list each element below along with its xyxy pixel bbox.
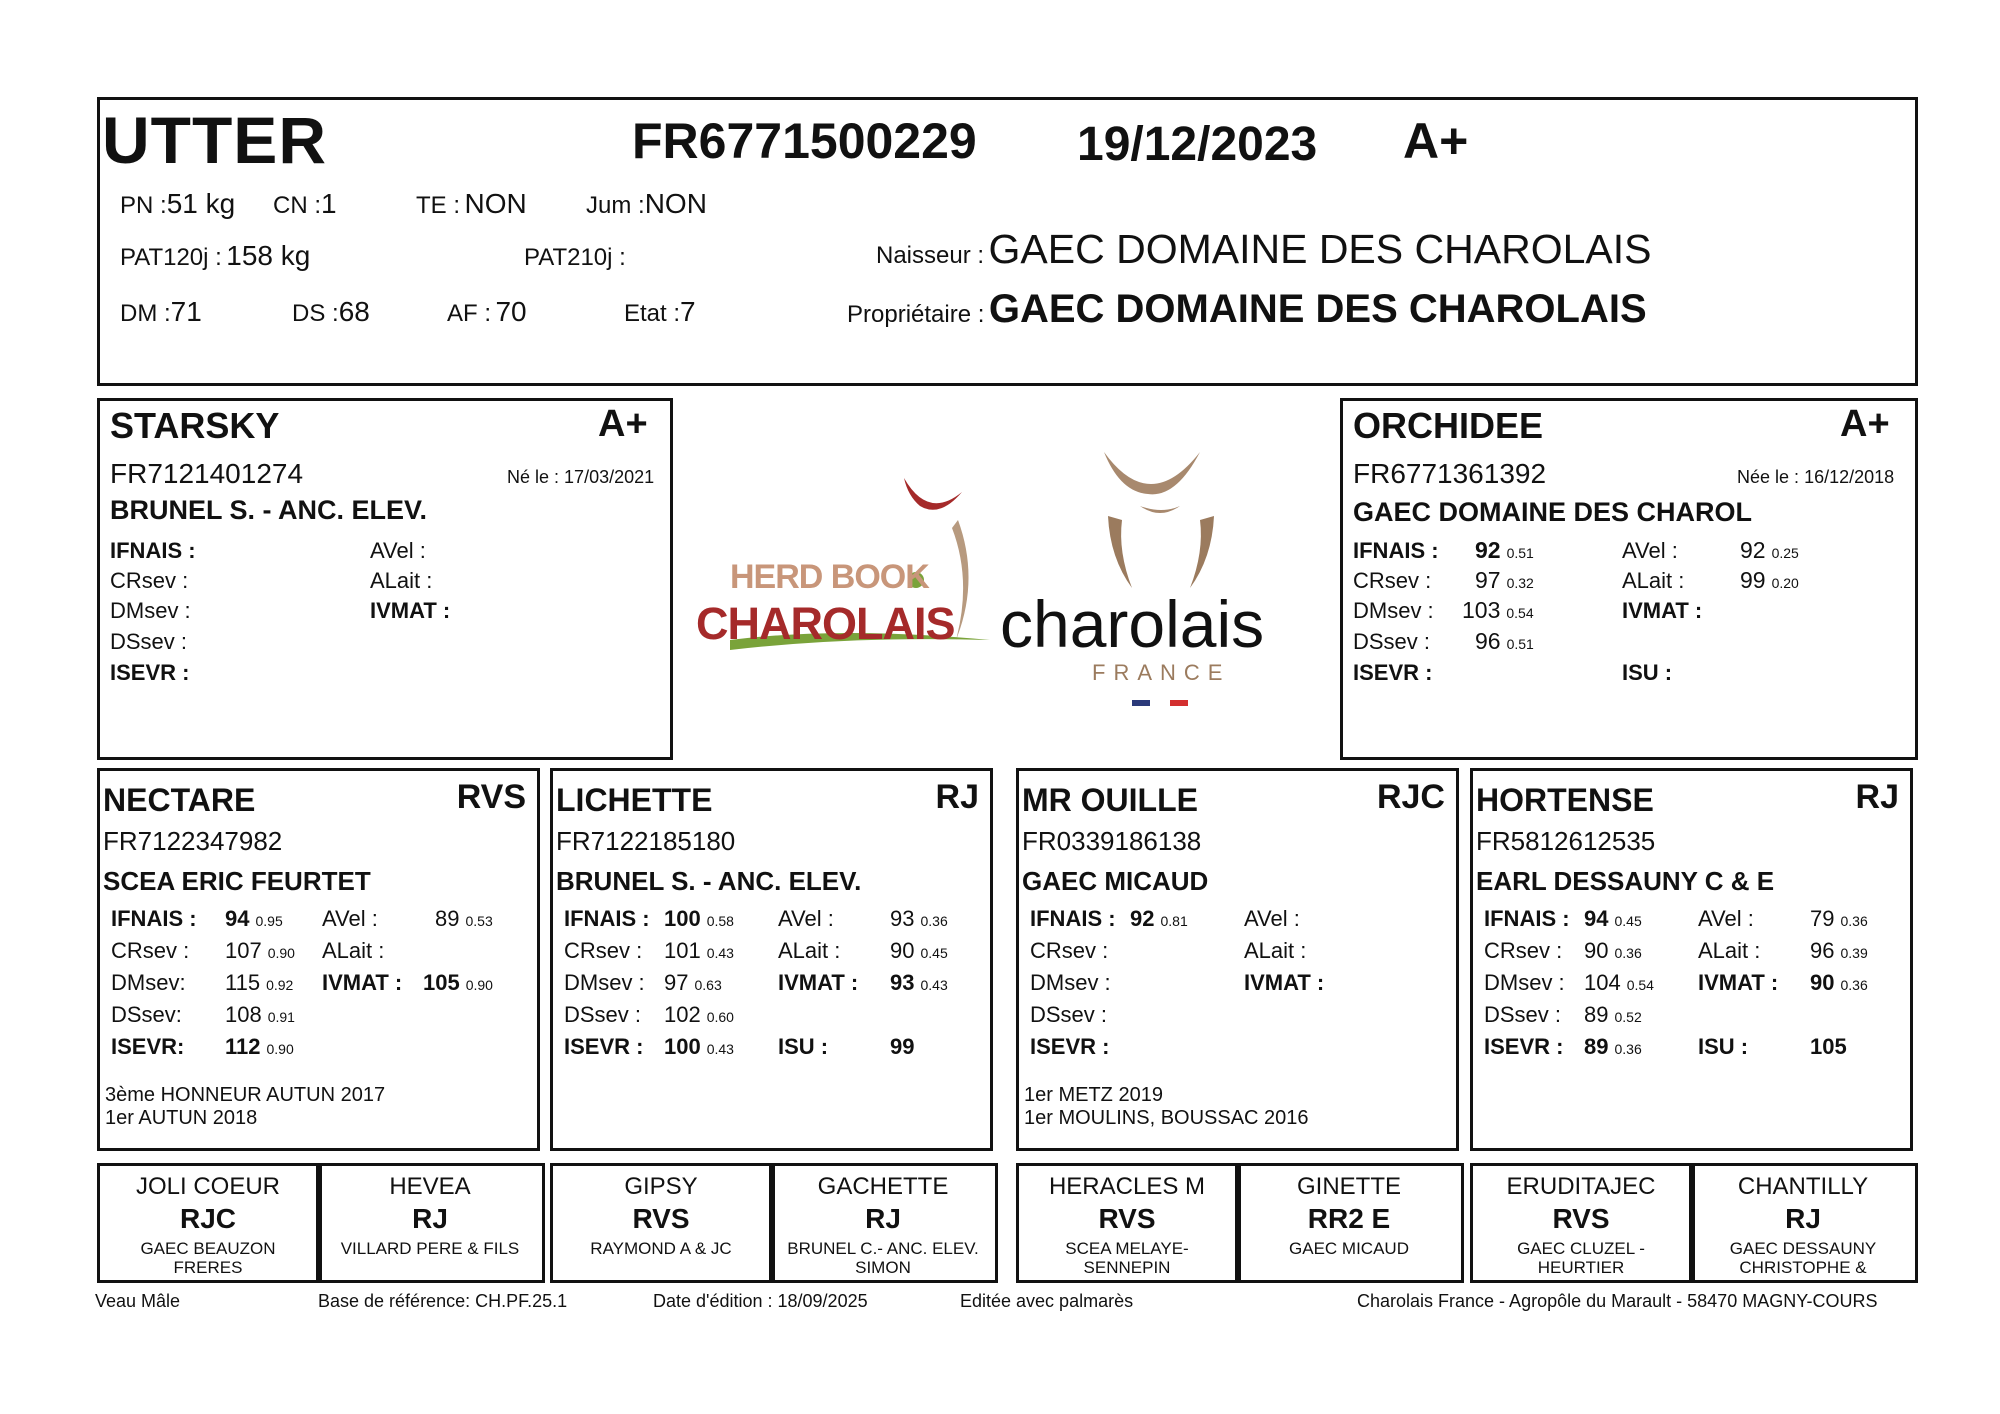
gp-crsev-row [225,938,295,964]
sire-owner: BRUNEL S. - ANC. ELEV. [110,495,428,525]
gp-owner: GAEC MICAUD [1022,866,1209,896]
dam-avel-acc: 0.25 [1771,545,1799,561]
gp-dssev-acc: 0.60 [706,1009,734,1025]
gp-dmsev-label: DMsev : [1030,970,1111,995]
gp-isu-value: 99 [890,1034,915,1059]
ggp-owner: GAEC CLUZEL - HEURTIER [1517,1239,1645,1277]
gp-id: FR0339186138 [1022,826,1202,856]
gp-isevr-value: 112 [225,1034,261,1059]
etat-label: Etat : [624,300,681,327]
gp-ivmat-row [423,970,493,996]
gp-crsev-value: 107 [225,938,262,963]
gp-alait-value: 96 [1810,938,1835,963]
dam-dssev-label: DSsev : [1353,629,1431,654]
gp-dmsev-value: 115 [225,970,261,995]
dm-field [120,296,202,328]
ggp-content [1246,1173,1452,1258]
gp-dmsev-row [1130,970,1136,996]
gp-name: HORTENSE [1476,782,1654,818]
gp-ifnais-row [1584,906,1642,932]
dm-value: 71 [170,296,202,327]
gp-ifnais-row [225,906,283,932]
gp-ivmat-value: 90 [1810,970,1835,995]
dam-ifnais-value: 92 [1475,537,1501,563]
gp-ivmat-acc: 0.36 [1840,977,1868,993]
gp-dmsev-value: 97 [664,970,689,995]
gp-isevr-row [1584,1034,1642,1060]
cn-label: CN : [273,192,321,219]
gp-dmsev-value: 104 [1584,970,1621,995]
gp-ifnais-acc: 0.45 [1614,913,1642,929]
gp-crsev-acc: 0.36 [1614,945,1642,961]
gp-dssev-acc: 0.91 [267,1009,295,1025]
ggp-owner: GAEC BEAUZON FRERES [140,1239,276,1277]
dam-ifnais-label: IFNAIS : [1353,538,1439,563]
gp-alait-acc: 0.45 [920,945,948,961]
gp-dssev-value: 102 [664,1002,701,1027]
ggp-content [327,1173,533,1258]
gp-grade: RJC [1376,778,1445,816]
gp-dssev-acc: 0.52 [1614,1009,1642,1025]
dam-alait-label: ALait : [1622,568,1685,593]
footer-sex: Veau Mâle [95,1291,181,1311]
gp-ifnais-value: 92 [1130,906,1155,931]
dam-dmsev-label: DMsev : [1353,598,1434,623]
dam-owner: GAEC DOMAINE DES CHAROL [1353,497,1753,527]
ggp-content [1700,1173,1906,1277]
gp-name: NECTARE [103,782,256,818]
gp-isu-label: ISU : [778,1034,829,1059]
gp-avel-acc: 0.36 [920,913,948,929]
gp-avel-label: AVel : [1244,906,1300,931]
gp-owner: SCEA ERIC FEURTET [103,866,371,896]
ggp-name: GACHETTE [817,1173,949,1200]
ggp-owner: VILLARD PERE & FILS [340,1239,520,1258]
gp-crsev-row [664,938,734,964]
dam-alait-row [1740,567,1799,594]
ggp-grade: RJ [412,1203,448,1234]
ggp-name: GINETTE [1296,1173,1401,1200]
dam-crsev-label: CRsev : [1353,568,1432,593]
ggp-content [105,1173,311,1277]
gp-dssev-row [225,1002,295,1028]
jum-field [586,188,707,220]
gp-alait-row [1810,938,1868,964]
dam-avel-value: 92 [1740,537,1766,563]
ggp-content [558,1173,764,1258]
gp-dmsev-label: DMsev: [111,970,186,995]
gp-dmsev-acc: 0.92 [266,977,294,993]
dam-avel-row [1740,537,1799,564]
af-value: 70 [495,296,527,327]
dam-alait-value: 99 [1740,567,1766,593]
gp-dmsev-label: DMsev : [564,970,645,995]
gp-id: FR7122185180 [556,826,736,856]
gp-ifnais-value: 94 [1584,906,1609,931]
pat120-field [120,240,310,272]
pat210-field [524,240,626,272]
animal-id: FR6771500229 [632,113,977,169]
gp-ifnais-value: 94 [225,906,250,931]
gp-alait-label: ALait : [1244,938,1307,963]
gp-dmsev-row [225,970,293,996]
ds-value: 68 [338,296,370,327]
gp-ivmat-acc: 0.43 [920,977,948,993]
gp-avel-row [435,906,493,932]
proprietaire-value: GAEC DOMAINE DES CHAROLAIS [988,287,1647,331]
pn-field [120,188,235,220]
gp-palmares-1: 3ème HONNEUR AUTUN 2017 [105,1084,386,1106]
pn-value: 51 kg [166,188,236,219]
te-field [416,188,527,220]
pn-label: PN : [120,192,167,219]
gp-alait-row [1356,938,1362,964]
dam-avel-label: AVel : [1622,538,1678,563]
proprietaire-label: Propriétaire : [847,301,985,328]
dam-dmsev-row [1462,597,1534,624]
ggp-grade: RR2 E [1307,1203,1391,1234]
gp-avel-value: 93 [890,906,915,931]
dam-dmsev-value: 103 [1462,597,1501,623]
gp-owner: BRUNEL S. - ANC. ELEV. [556,866,862,896]
sire-ifnais-label: IFNAIS : [110,538,196,563]
dam-id: FR6771361392 [1353,458,1547,489]
animal-name: UTTER [102,103,327,177]
dam-ifnais-row [1475,537,1534,564]
ggp-name: GIPSY [624,1173,698,1200]
gp-ifnais-label: IFNAIS : [564,906,650,931]
gp-isevr-label: ISEVR : [564,1034,644,1059]
gp-alait-label: ALait : [322,938,385,963]
gp-ifnais-value: 100 [664,906,701,931]
gp-avel-row [1356,906,1362,932]
gp-ivmat-row [1356,970,1362,996]
charolais-france-logo [1000,438,1330,718]
footer-org: Charolais France - Agropôle du Marault - 58470 MAGNY-COURS [1357,1291,1878,1311]
gp-isevr-value: 100 [664,1034,701,1059]
gp-crsev-label: CRsev : [1030,938,1109,963]
gp-dssev-label: DSsev : [564,1002,642,1027]
gp-avel-label: AVel : [1698,906,1754,931]
gp-grade: RJ [1855,778,1899,816]
footer-edition: Date d'édition : 18/09/2025 [653,1291,868,1311]
gp-alait-value: 90 [890,938,915,963]
dam-dssev-value: 96 [1475,628,1501,654]
footer-base: Base de référence: CH.PF.25.1 [318,1291,568,1311]
gp-ivmat-label: IVMAT : [1244,970,1325,995]
ggp-grade: RVS [632,1203,690,1234]
dam-isevr-label: ISEVR : [1353,660,1433,685]
gp-ivmat-label: IVMAT : [322,970,403,995]
herdbook-top-text: HERD BOOK [730,558,929,596]
gp-crsev-row [1584,938,1642,964]
ggp-grade: RJC [179,1203,236,1234]
dam-dssev-acc: 0.51 [1506,636,1534,652]
gp-name: MR OUILLE [1022,782,1198,818]
gp-isevr-acc: 0.36 [1614,1041,1642,1057]
ggp-name: ERUDITAJEC [1506,1173,1656,1200]
pat120-value: 158 kg [226,240,311,271]
gp-id: FR5812612535 [1476,826,1656,856]
charolais-main-text: charolais [1000,587,1265,661]
gp-dssev-value: 108 [225,1002,262,1027]
dam-crsev-acc: 0.32 [1506,575,1534,591]
footer-palmares: Editée avec palmarès [960,1291,1134,1311]
gp-avel-value: 79 [1810,906,1835,931]
dam-crsev-value: 97 [1475,567,1501,593]
gp-avel-row [1810,906,1868,932]
af-field [447,296,527,328]
gp-avel-row [890,906,948,932]
sire-dssev-label: DSsev : [110,629,188,654]
dam-crsev-row [1475,567,1534,594]
dm-label: DM : [120,300,171,327]
gp-ivmat-acc: 0.90 [465,977,493,993]
naisseur-field [876,226,1651,273]
gp-isevr-row [664,1034,734,1060]
gp-avel-acc: 0.53 [465,913,493,929]
ggp-name: CHANTILLY [1737,1173,1869,1200]
gp-crsev-acc: 0.90 [267,945,295,961]
gp-grade: RJ [935,778,979,816]
pat120-label: PAT120j : [120,244,222,271]
gp-ifnais-label: IFNAIS : [1484,906,1570,931]
dam-birth [1737,467,1894,488]
gp-ifnais-acc: 0.58 [706,913,734,929]
gp-ivmat-value: 93 [890,970,915,995]
te-value: NON [464,188,527,219]
ggp-owner: GAEC DESSAUNY CHRISTOPHE & [1729,1239,1877,1277]
gp-avel-acc: 0.36 [1840,913,1868,929]
naisseur-label: Naisseur : [876,242,985,269]
gp-isevr-label: ISEVR : [1030,1034,1110,1059]
gp-ivmat-value: 105 [423,970,460,995]
etat-value: 7 [680,296,696,327]
pat210-label: PAT210j : [524,244,626,271]
gp-ifnais-row [664,906,734,932]
gp-ifnais-label: IFNAIS : [111,906,197,931]
gp-ifnais-label: IFNAIS : [1030,906,1116,931]
gp-palmares-2: 1er AUTUN 2018 [105,1107,258,1129]
dam-birth-value: 16/12/2018 [1804,467,1895,487]
gp-dssev-row [1130,1002,1136,1028]
gp-avel-label: AVel : [778,906,834,931]
gp-crsev-row [1130,938,1136,964]
ds-field [292,296,370,328]
gp-isevr-row [225,1034,294,1060]
sire-ivmat-label: IVMAT : [370,598,451,623]
gp-palmares-1: 1er METZ 2019 [1024,1084,1163,1106]
gp-ifnais-row [1130,906,1188,932]
gp-dssev-label: DSsev : [1484,1002,1562,1027]
animal-birth-date: 19/12/2023 [1077,118,1318,171]
proprietaire-field [847,287,1647,332]
sire-alait-label: ALait : [370,568,433,593]
dam-grade: A+ [1840,403,1890,445]
gp-name: LICHETTE [556,782,713,818]
herdbook-charolais-logo [690,440,1000,680]
dam-dssev-row [1475,628,1534,655]
dam-name: ORCHIDEE [1353,405,1544,446]
gp-dssev-label: DSsev : [1030,1002,1108,1027]
sire-birth-label: Né le : [507,467,560,487]
gp-isevr-value: 89 [1584,1034,1609,1059]
gp-owner: EARL DESSAUNY C & E [1476,866,1775,896]
ggp-owner: RAYMOND A & JC [590,1239,732,1258]
ggp-name: HEVEA [389,1173,471,1200]
animal-grade: A+ [1403,113,1469,169]
gp-isevr-acc: 0.43 [706,1041,734,1057]
ds-label: DS : [292,300,339,327]
dam-alait-acc: 0.20 [1771,575,1799,591]
gp-isu-label: ISU : [1698,1034,1749,1059]
charolais-sub-text: FRANCE [1092,660,1231,685]
ggp-owner: BRUNEL C.- ANC. ELEV. SIMON [787,1239,979,1277]
ggp-grade: RVS [1552,1203,1610,1234]
gp-isu-value: 105 [1810,1034,1847,1059]
sire-birth [507,467,654,488]
gp-isevr-label: ISEVR : [1484,1034,1564,1059]
sire-dmsev-label: DMsev : [110,598,191,623]
gp-dssev-row [1584,1002,1642,1028]
gp-ifnais-acc: 0.95 [255,913,283,929]
ggp-content [780,1173,986,1277]
gp-crsev-label: CRsev : [111,938,190,963]
sire-birth-value: 17/03/2021 [564,467,655,487]
sire-name: STARSKY [110,405,280,446]
gp-dmsev-acc: 0.54 [1626,977,1654,993]
ggp-content [1478,1173,1684,1277]
cn-value: 1 [321,188,337,219]
dam-ivmat-label: IVMAT : [1622,598,1703,623]
naisseur-value: GAEC DOMAINE DES CHAROLAIS [988,226,1652,272]
sire-id: FR7121401274 [110,458,304,489]
dam-ifnais-acc: 0.51 [1506,545,1534,561]
gp-alait-label: ALait : [778,938,841,963]
sire-avel-label: AVel : [370,538,426,563]
jum-label: Jum : [586,192,645,219]
gp-ivmat-label: IVMAT : [1698,970,1779,995]
gp-dmsev-acc: 0.63 [694,977,722,993]
gp-isevr-label: ISEVR: [111,1034,185,1059]
herdbook-main-text: CHAROLAIS [696,598,955,649]
gp-isevr-row [1130,1034,1136,1060]
gp-ifnais-acc: 0.81 [1160,913,1188,929]
gp-ivmat-row [890,970,948,996]
ggp-owner: GAEC MICAUD [1289,1239,1409,1258]
dam-isu-label: ISU : [1622,660,1673,685]
etat-field [624,296,696,328]
ggp-owner: SCEA MELAYE-SENNEPIN [1065,1239,1189,1277]
ggp-name: JOLI COEUR [135,1173,281,1200]
ggp-content [1024,1173,1230,1277]
sire-grade: A+ [598,403,648,445]
gp-dmsev-row [664,970,722,996]
gp-alait-label: ALait : [1698,938,1761,963]
gp-ivmat-row [1810,970,1868,996]
cn-field [273,188,337,220]
gp-dssev-label: DSsev: [111,1002,182,1027]
dam-birth-label: Née le : [1737,467,1800,487]
ggp-grade: RJ [1785,1203,1821,1234]
ggp-name: HERACLES M [1048,1173,1206,1200]
gp-crsev-value: 101 [664,938,701,963]
jum-value: NON [644,188,707,219]
gp-palmares-2: 1er MOULINS, BOUSSAC 2016 [1024,1107,1309,1129]
gp-dssev-value: 89 [1584,1002,1609,1027]
gp-grade: RVS [456,778,526,816]
gp-id: FR7122347982 [103,826,283,856]
gp-crsev-label: CRsev : [564,938,643,963]
af-label: AF : [447,300,492,327]
gp-crsev-label: CRsev : [1484,938,1563,963]
gp-crsev-value: 90 [1584,938,1609,963]
sire-crsev-label: CRsev : [110,568,189,593]
gp-dmsev-label: DMsev : [1484,970,1565,995]
dam-dmsev-acc: 0.54 [1506,605,1534,621]
ggp-grade: RVS [1098,1203,1156,1234]
gp-alait-row [890,938,948,964]
gp-ivmat-label: IVMAT : [778,970,859,995]
te-label: TE : [416,192,461,219]
gp-crsev-acc: 0.43 [706,945,734,961]
gp-alait-acc: 0.39 [1840,945,1868,961]
gp-dssev-row [664,1002,734,1028]
gp-dmsev-row [1584,970,1654,996]
gp-avel-value: 89 [435,906,460,931]
sire-isevr-label: ISEVR : [110,660,190,685]
gp-alait-row [435,938,441,964]
gp-isevr-acc: 0.90 [266,1041,294,1057]
ggp-grade: RJ [865,1203,901,1234]
gp-avel-label: AVel : [322,906,378,931]
